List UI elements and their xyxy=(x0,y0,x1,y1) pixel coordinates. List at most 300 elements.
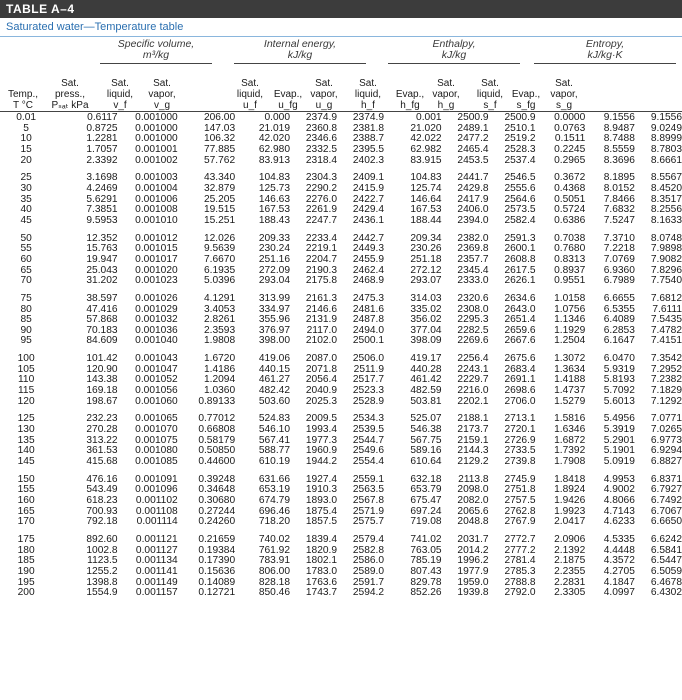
column-header xyxy=(544,78,584,111)
table-cell: 6.8827 xyxy=(650,456,682,468)
table-cell: 77.885 xyxy=(203,143,236,155)
column-header-line: Sat. xyxy=(555,78,573,89)
table-cell: 7.1292 xyxy=(650,395,682,407)
table-cell: 850.46 xyxy=(258,587,290,599)
table-cell: 90 xyxy=(20,324,32,336)
table-cell: 2009.5 xyxy=(305,413,338,425)
table-cell: 2475.3 xyxy=(352,292,385,304)
table-cell: 0.5724 xyxy=(554,204,586,216)
table-cell: 0.6386 xyxy=(554,214,586,226)
table-cell: 4.5335 xyxy=(603,533,635,545)
table-cell: 0.001134 xyxy=(135,555,178,567)
table-cell: 2040.9 xyxy=(305,385,338,397)
table-cell: 2772.7 xyxy=(504,533,536,545)
table-cell: 2462.4 xyxy=(352,264,385,276)
column-header xyxy=(96,78,144,111)
table-cell: 62.982 xyxy=(410,143,442,155)
table-cell: 2442.7 xyxy=(352,232,385,244)
table-cell: 0.001108 xyxy=(135,505,178,517)
table-cell: 42.022 xyxy=(410,133,442,145)
table-cell: 2563.5 xyxy=(352,484,385,496)
table-cell: 20 xyxy=(20,154,32,166)
table-cell: 188.43 xyxy=(258,214,290,226)
column-header-line: u_f xyxy=(243,100,257,111)
column-header-line: s_fg xyxy=(516,100,536,111)
table-cell: 30 xyxy=(20,182,32,194)
table-cell: 1.3634 xyxy=(554,363,586,375)
table-cell: 198.67 xyxy=(86,395,118,407)
table-cell: 2500.9 xyxy=(457,112,489,123)
table-cell: 31.202 xyxy=(86,275,118,287)
table-cell: 60 xyxy=(20,253,32,265)
group-internal-energy xyxy=(230,39,370,61)
table-cell: 2048.8 xyxy=(457,516,489,528)
table-cell: 792.18 xyxy=(86,516,118,528)
table-cell: 5.4956 xyxy=(603,413,635,425)
table-cell: 674.79 xyxy=(258,495,290,506)
table-cell: 5.1901 xyxy=(603,445,635,457)
table-cell: 106.32 xyxy=(203,133,236,145)
table-cell: 0.000 xyxy=(264,112,290,123)
table-cell: 2762.8 xyxy=(504,505,536,517)
table-row xyxy=(0,588,682,599)
table-cell: 7.1829 xyxy=(650,385,682,397)
table-cell: 270.28 xyxy=(86,424,118,436)
table-cell: 2591.3 xyxy=(504,232,536,244)
table-cell: 0.4368 xyxy=(554,182,586,194)
table-cell: 1927.4 xyxy=(305,473,338,485)
column-header-line: h_f xyxy=(361,100,375,111)
table-cell: 2.3392 xyxy=(86,154,118,166)
table-cell: 272.09 xyxy=(258,264,290,276)
table-cell: 2691.1 xyxy=(504,374,536,386)
table-cell: 125.73 xyxy=(258,182,290,194)
table-cell: 65 xyxy=(20,264,32,276)
table-cell: 0.001065 xyxy=(135,413,178,425)
table-cell: 1939.8 xyxy=(457,587,489,599)
table-cell: 2477.2 xyxy=(457,133,489,145)
table-cell: 180 xyxy=(17,544,35,556)
table-cell: 5 xyxy=(23,122,29,134)
table-cell: 8.2556 xyxy=(650,204,682,216)
table-cell: 6.5447 xyxy=(650,555,682,567)
table-cell: 0.001127 xyxy=(135,544,178,556)
group-unit: m³/kg xyxy=(142,49,170,61)
table-cell: 21.019 xyxy=(258,122,290,134)
table-cell: 6.1935 xyxy=(203,264,236,276)
column-header xyxy=(506,89,546,111)
table-cell: 7.8296 xyxy=(650,264,682,276)
table-cell: 104.83 xyxy=(258,172,290,184)
table-cell: 62.980 xyxy=(258,143,290,155)
table-cell: 461.27 xyxy=(258,374,290,386)
table-cell: 2.1392 xyxy=(554,544,586,556)
table-cell: 5.7092 xyxy=(603,385,635,397)
table-cell: 0.0763 xyxy=(554,122,586,134)
column-header-line: liquid, xyxy=(106,89,134,100)
table-cell: 19.947 xyxy=(86,253,118,265)
table-cell: 2402.3 xyxy=(352,154,385,166)
table-cell: 0.001026 xyxy=(135,292,178,304)
table-cell: 0.0000 xyxy=(554,112,586,123)
table-cell: 0.17390 xyxy=(198,555,236,567)
table-cell: 2582.8 xyxy=(352,544,385,556)
group-unit: kJ/kg xyxy=(441,49,467,61)
table-cell: 15.763 xyxy=(86,243,118,255)
table-cell: 314.03 xyxy=(410,292,442,304)
table-cell: 6.5355 xyxy=(603,303,635,315)
table-cell: 0.001075 xyxy=(135,434,178,446)
table-cell: 3.4053 xyxy=(203,303,236,315)
table-cell: 7.3710 xyxy=(603,232,635,244)
table-cell: 2555.6 xyxy=(504,182,536,194)
table-cell: 6.4678 xyxy=(650,576,682,588)
table-cell: 0.9551 xyxy=(554,275,586,287)
table-cell: 1.2281 xyxy=(86,133,118,145)
column-header xyxy=(390,89,430,111)
table-cell: 1960.9 xyxy=(305,445,338,457)
table-cell: 1893.0 xyxy=(305,495,338,506)
table-cell: 2745.9 xyxy=(504,473,536,485)
table-cell: 206.00 xyxy=(203,112,236,123)
table-cell: 7.3851 xyxy=(86,204,118,216)
table-cell: 2308.0 xyxy=(457,303,489,315)
table-cell: 10 xyxy=(20,133,32,145)
table-cell: 1.7057 xyxy=(86,143,118,155)
table-cell: 0.2965 xyxy=(554,154,586,166)
table-cell: 7.2952 xyxy=(650,363,682,375)
table-row xyxy=(0,156,682,167)
table-cell: 4.9953 xyxy=(603,473,635,485)
table-cell: 6.6655 xyxy=(603,292,635,304)
table-cell: 195 xyxy=(17,576,35,588)
table-cell: 2573.5 xyxy=(504,204,536,216)
table-cell: 1783.0 xyxy=(305,565,338,577)
table-cell: 2295.3 xyxy=(457,314,489,326)
table-cell: 2415.9 xyxy=(352,182,385,194)
table-cell: 503.81 xyxy=(410,395,442,407)
table-cell: 190 xyxy=(17,565,35,577)
table-cell: 140 xyxy=(17,445,35,457)
table-cell: 4.0997 xyxy=(603,587,635,599)
table-cell: 2102.0 xyxy=(305,335,338,347)
table-cell: 4.2705 xyxy=(603,565,635,577)
table-cell: 2243.1 xyxy=(457,363,489,375)
table-cell: 0.001032 xyxy=(135,314,178,326)
table-cell: 696.46 xyxy=(258,505,290,517)
table-cell: 2575.7 xyxy=(352,516,385,528)
table-cell: 525.07 xyxy=(410,413,442,425)
table-cell: 115 xyxy=(18,385,35,397)
table-cell: 4.8066 xyxy=(603,495,635,506)
table-cell: 2129.2 xyxy=(457,456,489,468)
column-header-line: vapor, xyxy=(432,89,460,100)
table-cell: 70.183 xyxy=(86,324,118,336)
column-header-line: vapor, xyxy=(310,89,338,100)
table-cell: 1.6872 xyxy=(554,434,586,446)
table-cell: 293.04 xyxy=(258,275,290,287)
table-cell: 2453.5 xyxy=(457,154,489,166)
table-cell: 2785.3 xyxy=(504,565,536,577)
table-cell: 2333.0 xyxy=(457,275,489,287)
table-cell: 0.001141 xyxy=(135,565,178,577)
table-cell: 2261.9 xyxy=(305,204,338,216)
table-cell: 8.1633 xyxy=(650,214,682,226)
table-cell: 440.28 xyxy=(410,363,442,375)
column-header-line: s_g xyxy=(555,100,573,111)
table-cell: 2204.7 xyxy=(305,253,338,265)
table-cell: 2417.9 xyxy=(457,193,489,205)
table-cell: 4.2469 xyxy=(86,182,118,194)
table-row xyxy=(0,457,682,468)
column-header-line: v_f xyxy=(113,100,127,111)
table-cell: 2549.6 xyxy=(352,445,385,457)
table-cell: 2360.8 xyxy=(305,122,338,134)
table-cell: 1959.0 xyxy=(457,576,489,588)
column-header-line: Temp., xyxy=(7,89,38,100)
table-cell: 188.44 xyxy=(410,214,442,226)
table-cell: 2332.5 xyxy=(305,143,338,155)
table-cell: 8.6661 xyxy=(650,154,682,166)
table-cell: 2643.0 xyxy=(504,303,536,315)
table-cell: 1.1346 xyxy=(554,314,586,326)
table-cell: 6.8371 xyxy=(650,473,682,485)
table-cell: 1875.4 xyxy=(305,505,338,517)
table-cell: 0.001060 xyxy=(135,395,178,407)
table-cell: 160 xyxy=(17,495,35,506)
table-cell: 355.96 xyxy=(258,314,290,326)
table-cell: 618.23 xyxy=(86,495,118,506)
table-cell: 101.42 xyxy=(86,353,118,365)
table-cell: 2159.1 xyxy=(457,434,489,446)
table-cell: 0.001002 xyxy=(135,154,178,166)
table-cell: 2216.0 xyxy=(457,385,489,397)
table-cell: 175 xyxy=(17,533,35,545)
column-header xyxy=(470,78,510,111)
table-cell: 251.16 xyxy=(258,253,290,265)
table-cell: 1554.9 xyxy=(86,587,118,599)
column-header-line: Sat. xyxy=(437,78,455,89)
table-cell: 828.18 xyxy=(258,576,290,588)
table-cell: 0.001085 xyxy=(135,456,178,468)
table-cell: 2500.1 xyxy=(352,335,385,347)
table-cell: 6.7492 xyxy=(650,495,682,506)
table-cell: 6.1647 xyxy=(603,335,635,347)
table-cell: 2500.9 xyxy=(504,112,536,123)
table-cell: 9.1556 xyxy=(650,112,682,123)
table-cell: 2233.4 xyxy=(305,232,338,244)
table-cell: 232.23 xyxy=(86,413,118,425)
table-cell: 2523.3 xyxy=(352,385,385,397)
table-cell: 0.6117 xyxy=(87,112,118,123)
table-cell: 2065.6 xyxy=(457,505,489,517)
table-cell: 0.001043 xyxy=(135,353,178,365)
table-cell: 2777.2 xyxy=(504,544,536,556)
table-cell: 2087.0 xyxy=(305,353,338,365)
table-cell: 6.5841 xyxy=(650,544,682,556)
column-header-line: s_f xyxy=(483,100,497,111)
table-cell: 0.12721 xyxy=(198,587,236,599)
table-cell: 610.19 xyxy=(258,456,290,468)
table-cell: 5.3919 xyxy=(603,424,635,436)
table-cell: 807.43 xyxy=(410,565,442,577)
table-cell: 0.001080 xyxy=(135,445,178,457)
table-cell: 2247.7 xyxy=(305,214,338,226)
table-cell: 1.3072 xyxy=(554,353,586,365)
table-cell: 700.93 xyxy=(86,505,118,517)
table-cell: 4.3572 xyxy=(603,555,635,567)
table-cell: 785.19 xyxy=(410,555,442,567)
table-cell: 2395.5 xyxy=(352,143,385,155)
table-cell: 2683.4 xyxy=(504,363,536,375)
table-cell: 2539.5 xyxy=(352,424,385,436)
table-cell: 8.4520 xyxy=(650,182,682,194)
table-cell: 0.15636 xyxy=(198,565,236,577)
table-cell: 57.762 xyxy=(203,154,236,166)
table-cell: 5.9319 xyxy=(603,363,635,375)
table-cell: 0.19384 xyxy=(198,544,236,556)
table-cell: 0.50850 xyxy=(198,445,236,457)
table-cell: 503.60 xyxy=(258,395,290,407)
table-cell: 2571.9 xyxy=(352,505,385,517)
column-header-line: Sat. xyxy=(61,78,79,89)
table-cell: 6.6650 xyxy=(650,516,682,528)
table-cell: 104.83 xyxy=(410,172,442,184)
table-cell: 57.868 xyxy=(86,314,118,326)
table-cell: 272.12 xyxy=(410,264,442,276)
table-cell: 2406.0 xyxy=(457,204,489,216)
table-cell: 335.02 xyxy=(410,303,442,315)
table-row xyxy=(0,567,682,578)
table-cell: 15 xyxy=(20,143,32,155)
table-cell: 0.001008 xyxy=(135,204,178,216)
table-cell: 2202.1 xyxy=(457,395,489,407)
column-header xyxy=(426,78,466,111)
table-cell: 0.001000 xyxy=(135,112,178,123)
table-cell: 829.78 xyxy=(410,576,442,588)
table-cell: 135 xyxy=(17,434,35,446)
table-cell: 2757.5 xyxy=(504,495,536,506)
table-cell: 50 xyxy=(20,232,32,244)
table-cell: 2506.0 xyxy=(352,353,385,365)
table-cell: 0.8313 xyxy=(554,253,586,265)
table-cell: 43.340 xyxy=(203,172,236,184)
group-name: Specific volume, xyxy=(117,38,195,50)
column-header-line: h_fg xyxy=(400,100,420,111)
table-cell: 2146.6 xyxy=(305,303,338,315)
table-cell: 1996.2 xyxy=(457,555,489,567)
table-cell: 415.68 xyxy=(86,456,118,468)
column-header-line: Sat. xyxy=(111,78,129,89)
table-cell: 4.6233 xyxy=(603,516,635,528)
table-cell: 1.6720 xyxy=(203,353,236,365)
table-cell: 2082.0 xyxy=(457,495,489,506)
table-cell: 2290.2 xyxy=(305,182,338,194)
table-cell: 482.42 xyxy=(258,385,290,397)
table-cell: 1.8924 xyxy=(554,484,586,496)
table-cell: 2792.0 xyxy=(504,587,536,599)
table-row xyxy=(0,517,682,528)
table-cell: 7.9082 xyxy=(650,253,682,265)
table-cell: 230.26 xyxy=(410,243,442,255)
table-cell: 2173.7 xyxy=(457,424,489,436)
column-header-line: vapor, xyxy=(550,89,578,100)
column-header-line: Sat. xyxy=(241,78,259,89)
table-cell: 567.75 xyxy=(410,434,442,446)
table-cell: 9.0249 xyxy=(650,122,682,134)
table-cell: 2739.8 xyxy=(504,456,536,468)
table-row xyxy=(0,294,682,305)
table-cell: 0.27244 xyxy=(198,505,236,517)
column-header xyxy=(344,78,392,111)
column-header-line: vapor, xyxy=(148,89,176,100)
table-cell: 0.8937 xyxy=(554,264,586,276)
table-cell: 2031.7 xyxy=(457,533,489,545)
table-cell: 7.8466 xyxy=(603,193,635,205)
table-cell: 2487.8 xyxy=(352,314,385,326)
table-cell: 1.0360 xyxy=(203,385,236,397)
table-cell: 2594.2 xyxy=(352,587,385,599)
table-row xyxy=(0,184,682,195)
table-cell: 2190.3 xyxy=(305,264,338,276)
table-cell: 361.53 xyxy=(86,445,118,457)
table-cell: 2698.6 xyxy=(504,385,536,397)
column-header-line: Pₛₐₜ kPa xyxy=(51,100,89,111)
table-cell: 185 xyxy=(17,555,35,567)
table-cell: 0.7680 xyxy=(554,243,586,255)
column-header-line: u_g xyxy=(315,100,333,111)
table-cell: 0.001006 xyxy=(135,193,178,205)
table-cell: 38.597 xyxy=(86,292,118,304)
table-cell: 5.0919 xyxy=(603,456,635,468)
table-cell: 2617.5 xyxy=(504,264,536,276)
table-cell: 25.043 xyxy=(86,264,118,276)
table-cell: 230.24 xyxy=(258,243,290,255)
table-cell: 2634.6 xyxy=(504,292,536,304)
group-enthalpy xyxy=(384,39,524,61)
table-cell: 0.001023 xyxy=(135,275,178,287)
table-cell: 2494.0 xyxy=(352,324,385,336)
table-cell: 7.3542 xyxy=(650,353,682,365)
table-row xyxy=(0,336,682,347)
table-cell: 2345.4 xyxy=(457,264,489,276)
table-cell: 892.60 xyxy=(86,533,118,545)
table-row xyxy=(0,276,682,287)
column-header-line: v_g xyxy=(153,100,171,111)
table-cell: 2394.0 xyxy=(457,214,489,226)
table-cell: 100 xyxy=(17,353,35,365)
table-cell: 9.1556 xyxy=(603,112,635,123)
table-cell: 806.00 xyxy=(258,565,290,577)
table-cell: 356.02 xyxy=(410,314,442,326)
table-cell: 8.8999 xyxy=(650,133,682,145)
table-cell: 2357.7 xyxy=(457,253,489,265)
table-cell: 2489.1 xyxy=(457,122,489,134)
table-cell: 0.001010 xyxy=(135,214,178,226)
column-header xyxy=(2,89,44,111)
table-cell: 0.2245 xyxy=(554,143,586,155)
group-name: Enthalpy, xyxy=(432,38,476,50)
table-cell: 143.38 xyxy=(86,374,118,386)
table-cell: 7.0769 xyxy=(603,253,635,265)
table-cell: 476.16 xyxy=(86,473,118,485)
table-cell: 7.6111 xyxy=(652,303,682,315)
table-cell: 251.18 xyxy=(410,253,442,265)
table-cell: 6.7989 xyxy=(603,275,635,287)
table-cell: 5.2901 xyxy=(603,434,635,446)
table-cell: 0.001091 xyxy=(135,473,178,485)
table-cell: 7.5247 xyxy=(603,214,635,226)
